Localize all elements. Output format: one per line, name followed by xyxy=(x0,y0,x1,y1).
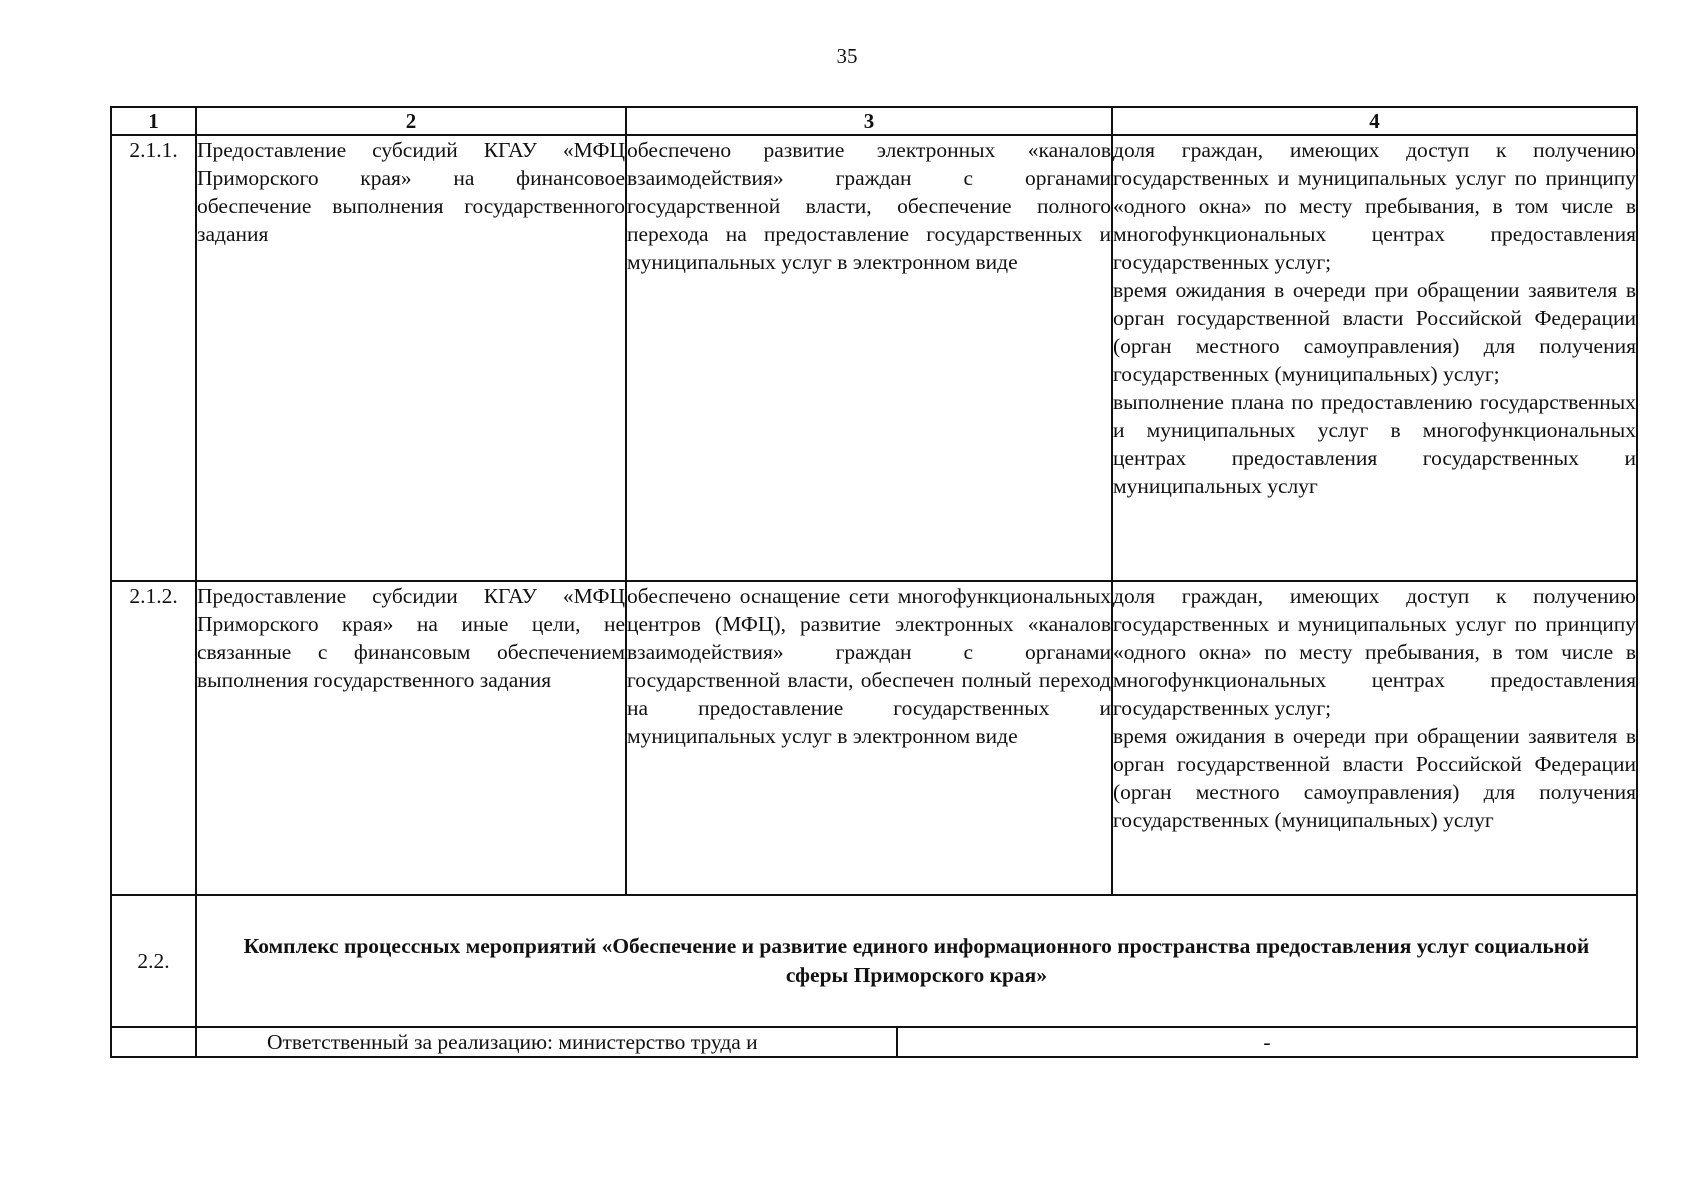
indicator-item: время ожидания в очереди при обращении заявителя в орган государственной власти Российской Федерации (орган местного самоуправления) для получения государственных (муниципальных) услуг; xyxy=(1113,278,1636,386)
row-number: 2.1.2. xyxy=(111,581,196,895)
indicators xyxy=(1112,581,1637,895)
section-number: 2.2. xyxy=(111,895,196,1027)
table-row xyxy=(111,135,1637,581)
row-number: 2.1.1. xyxy=(111,135,196,581)
header-col-3: 3 xyxy=(626,107,1112,135)
header-col-1: 1 xyxy=(111,107,196,135)
responsible-value: - xyxy=(897,1027,1637,1057)
page-number: 35 xyxy=(836,44,858,68)
measures-table xyxy=(110,106,1638,1058)
indicator-item: доля граждан, имеющих доступ к получению государственных и муниципальных услуг по принципу «одного окна» по месту пребывания, в том числе в многофункциональных центрах предоставления государственных услуг; xyxy=(1113,584,1636,720)
header-col-4: 4 xyxy=(1112,107,1637,135)
responsible-label: Ответственный за реализацию: министерство труда и xyxy=(196,1027,897,1057)
indicators xyxy=(1112,135,1637,581)
expected-result: обеспечено развитие электронных «каналов взаимодействия» граждан с органами государственной власти, обеспечение полного перехода на предоставление государственных и муниципальных услуг в электронном виде xyxy=(626,135,1112,581)
indicator-item: выполнение плана по предоставлению государственных и муниципальных услуг в многофункциональных центрах предоставления государственных и муниципальных услуг xyxy=(1113,390,1636,498)
responsible-row xyxy=(111,1027,1637,1057)
header-col-2: 2 xyxy=(196,107,626,135)
indicator-item: доля граждан, имеющих доступ к получению государственных и муниципальных услуг по принципу «одного окна» по месту пребывания, в том числе в многофункциональных центрах предоставления государственных услуг; xyxy=(1113,138,1636,274)
measure-name: Предоставление субсидий КГАУ «МФЦ Приморского края» на финансовое обеспечение выполнения государственного задания xyxy=(196,135,626,581)
section-row xyxy=(111,895,1637,1027)
section-title: Комплекс процессных мероприятий «Обеспечение и развитие единого информационного пространства предоставления услуг социальной сферы Приморского края» xyxy=(196,895,1637,1027)
measure-name: Предоставление субсидии КГАУ «МФЦ Приморского края» на иные цели, не связанные с финансовым обеспечением выполнения государственного задания xyxy=(196,581,626,895)
indicator-item: время ожидания в очереди при обращении заявителя в орган государственной власти Российской Федерации (орган местного самоуправления) для получения государственных (муниципальных) услуг xyxy=(1113,724,1636,832)
table-row xyxy=(111,581,1637,895)
table-header-row xyxy=(111,107,1637,135)
expected-result: обеспечено оснащение сети многофункциональных центров (МФЦ), развитие электронных «каналов взаимодействия» граждан с органами государственной власти, обеспечен полный переход на предоставление государственных и муниципальных услуг в электронном виде xyxy=(626,581,1112,895)
empty-cell xyxy=(111,1027,196,1057)
